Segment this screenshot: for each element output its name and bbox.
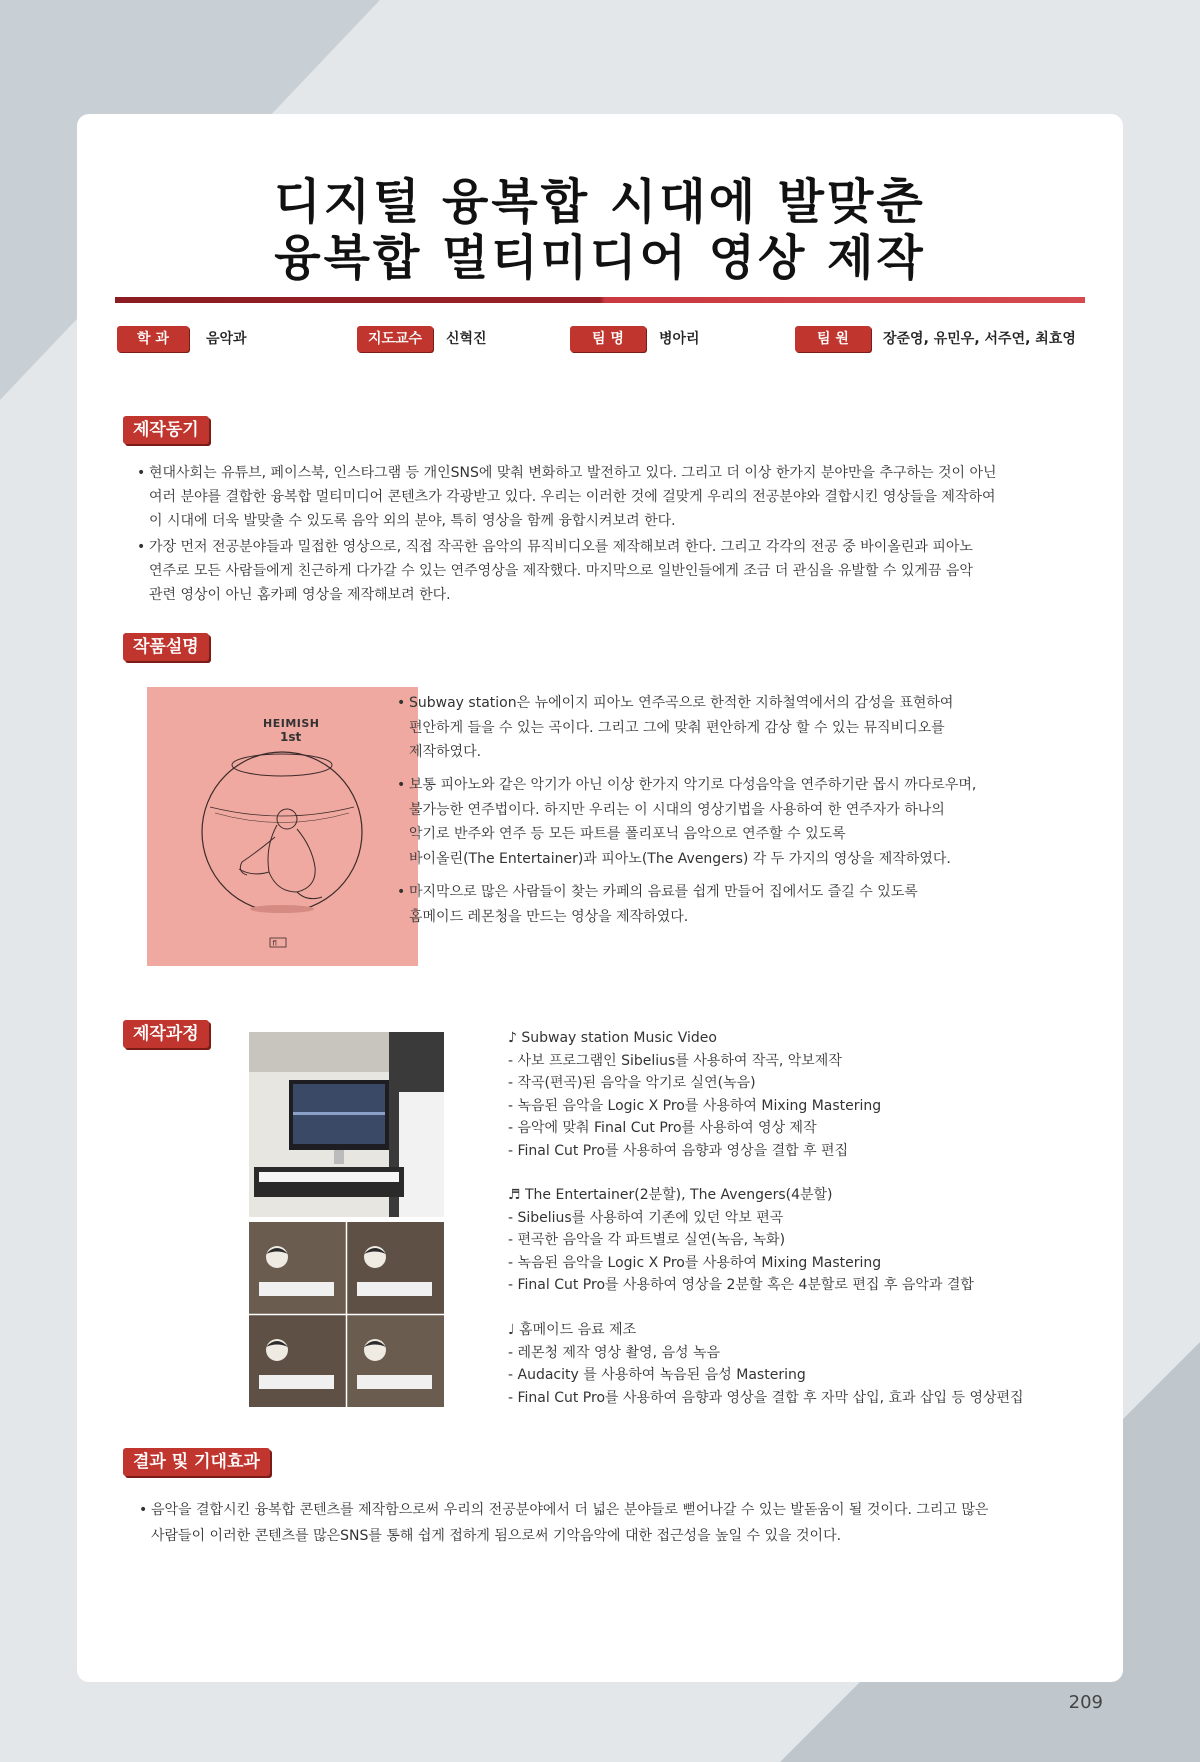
- piano-split-illustration: [249, 1222, 444, 1407]
- text-line: 마지막으로 많은 사람들이 찾는 카페의 음료를 쉽게 만들어 집에서도 즐길 수 있도록: [409, 884, 918, 900]
- team-members-label: 팀 원: [795, 326, 871, 352]
- title-divider: [115, 297, 1085, 303]
- text-line: 가장 먼저 전공분야들과 밀접한 영상으로, 직접 작곡한 음악의 뮤직비디오를 제작해보려 한다. 그리고 각각의 전공 중 바이올린과 피아노: [149, 539, 973, 555]
- studio-photo: [249, 1032, 444, 1217]
- motivation-bullet-1: [137, 461, 1069, 533]
- description-bullet-1: [397, 691, 1089, 765]
- bullet-dot: •: [137, 465, 146, 481]
- process-group-heading: ♩ 홈메이드 음료 제조: [508, 1322, 637, 1338]
- piano-split-screen-photo: [249, 1222, 444, 1407]
- process-group-heading: ♬ The Entertainer(2분할), The Avengers(4분할): [508, 1187, 833, 1203]
- text-line: Subway station은 뉴에이지 피아노 연주곡으로 한적한 지하철역에서의 감성을 표현하여: [409, 695, 954, 711]
- text-line: 이 시대에 더욱 발맞출 수 있도록 음악 외의 분야, 특히 영상을 함께 융합시켜보려 한다.: [149, 513, 676, 529]
- fishbowl-illustration: [147, 687, 418, 966]
- album-subtitle: 1st: [280, 730, 302, 744]
- section-label-motivation: 제작동기: [123, 416, 209, 444]
- process-step: - Sibelius를 사용하여 기존에 있던 악보 편곡: [508, 1209, 784, 1226]
- process-step: - 녹음된 음악을 Logic X Pro를 사용하여 Mixing Mastering: [508, 1254, 882, 1271]
- process-group-heading: ♪ Subway station Music Video: [508, 1030, 717, 1046]
- process-step: - Final Cut Pro를 사용하여 음향과 영상을 결합 후 편집: [508, 1142, 849, 1159]
- team-name-value: 병아리: [659, 331, 700, 347]
- text-line: 현대사회는 유튜브, 페이스북, 인스타그램 등 개인SNS에 맞춰 변화하고 발전하고 있다. 그리고 더 이상 한가지 분야만을 추구하는 것이 아닌: [149, 465, 997, 481]
- text-line: 여러 분야를 결합한 융복합 멀티미디어 콘텐츠가 각광받고 있다. 우리는 이러한 것에 걸맞게 우리의 전공분야와 결합시킨 영상들을 제작하여: [149, 489, 996, 505]
- process-step: - Final Cut Pro를 사용하여 영상을 2분할 혹은 4분할로 편집 후 음악과 결합: [508, 1277, 974, 1293]
- bullet-dot: •: [139, 1502, 148, 1518]
- process-step: - 편곡한 음악을 각 파트별로 실연(녹음, 녹화): [508, 1232, 786, 1248]
- process-step: - 사보 프로그램인 Sibelius를 사용하여 작곡, 악보제작: [508, 1052, 842, 1069]
- bullet-dot: •: [397, 884, 406, 900]
- album-logo: fl: [272, 939, 277, 948]
- text-line: 보통 피아노와 같은 악기가 아닌 이상 한가지 악기로 다성음악을 연주하기란 몹시 까다로우며,: [409, 777, 977, 793]
- section-label-process: 제작과정: [123, 1020, 209, 1048]
- process-step: - 녹음된 음악을 Logic X Pro를 사용하여 Mixing Mastering: [508, 1097, 882, 1114]
- process-step: - 레몬청 제작 영상 촬영, 음성 녹음: [508, 1344, 721, 1361]
- text-line: 제작하였다.: [409, 744, 482, 760]
- text-line: 음악을 결합시킨 융복합 콘텐츠를 제작함으로써 우리의 전공분야에서 더 넓은 분야들로 뻗어나갈 수 있는 발돋움이 될 것이다. 그리고 많은: [151, 1502, 989, 1518]
- team-name-label: 팀 명: [570, 326, 646, 352]
- text-line: 불가능한 연주법이다. 하지만 우리는 이 시대의 영상기법을 사용하여 한 연주자가 하나의: [409, 801, 945, 818]
- advisor-value: 신혁진: [446, 331, 487, 347]
- page-title-line-1: 디지털 융복합 시대에 발맞춘: [274, 174, 926, 230]
- text-line: 홈메이드 레몬청을 만드는 영상을 제작하였다.: [409, 908, 689, 925]
- advisor-label: 지도교수: [357, 326, 433, 352]
- page-title-line-2: 융복합 멀티미디어 영상 제작: [274, 230, 926, 286]
- bullet-dot: •: [397, 695, 406, 711]
- album-title: HEIMISH: [263, 717, 320, 730]
- process-step: - 작곡(편곡)된 음악을 악기로 실연(녹음): [508, 1075, 756, 1091]
- description-bullet-3: [397, 880, 1089, 929]
- text-line: 관련 영상이 아닌 홈카페 영상을 제작해보려 한다.: [149, 587, 451, 603]
- department-label: 학 과: [117, 326, 189, 352]
- text-line: 연주로 모든 사람들에게 친근하게 다가갈 수 있는 연주영상을 제작했다. 마지막으로 일반인들에게 조금 더 관심을 유발할 수 있게끔 음악: [149, 563, 973, 579]
- description-bullet-2: [397, 773, 1089, 871]
- section-label-description: 작품설명: [123, 633, 209, 661]
- motivation-bullet-2: [137, 535, 1069, 607]
- process-group-performance: [508, 1184, 974, 1297]
- text-line: 바이올린(The Entertainer)과 피아노(The Avengers) 각 두 가지의 영상을 제작하였다.: [409, 850, 951, 867]
- bullet-dot: •: [137, 539, 146, 555]
- result-bullet: [139, 1497, 1091, 1549]
- process-group-homemade-drink: [508, 1319, 1024, 1409]
- bullet-dot: •: [397, 777, 406, 793]
- team-members-value: 장준영, 유민우, 서주연, 최효영: [883, 331, 1076, 347]
- process-step: - 음악에 맞춰 Final Cut Pro를 사용하여 영상 제작: [508, 1120, 817, 1136]
- text-line: 악기로 반주와 연주 등 모든 파트를 폴리포닉 음악으로 연주할 수 있도록: [409, 826, 846, 842]
- department-value: 음악과: [206, 331, 247, 347]
- page-number: 209: [1068, 1692, 1103, 1713]
- page-card: [77, 114, 1123, 1682]
- process-step: - Final Cut Pro를 사용하여 음향과 영상을 결합 후 자막 삽입, 효과 삽입 등 영상편집: [508, 1389, 1024, 1406]
- process-step: - Audacity 를 사용하여 녹음된 음성 Mastering: [508, 1367, 806, 1383]
- section-label-result: 결과 및 기대효과: [123, 1448, 270, 1476]
- text-line: 편안하게 들을 수 있는 곡이다. 그리고 그에 맞춰 편안하게 감상 할 수 있는 뮤직비디오를: [409, 719, 945, 736]
- album-cover-image: [147, 687, 418, 966]
- process-group-music-video: [508, 1027, 881, 1162]
- text-line: 사람들이 이러한 콘텐츠를 많은SNS를 통해 쉽게 접하게 됨으로써 기악음악에 대한 접근성을 높일 수 있을 것이다.: [151, 1528, 842, 1544]
- studio-photo-illustration: [249, 1032, 444, 1217]
